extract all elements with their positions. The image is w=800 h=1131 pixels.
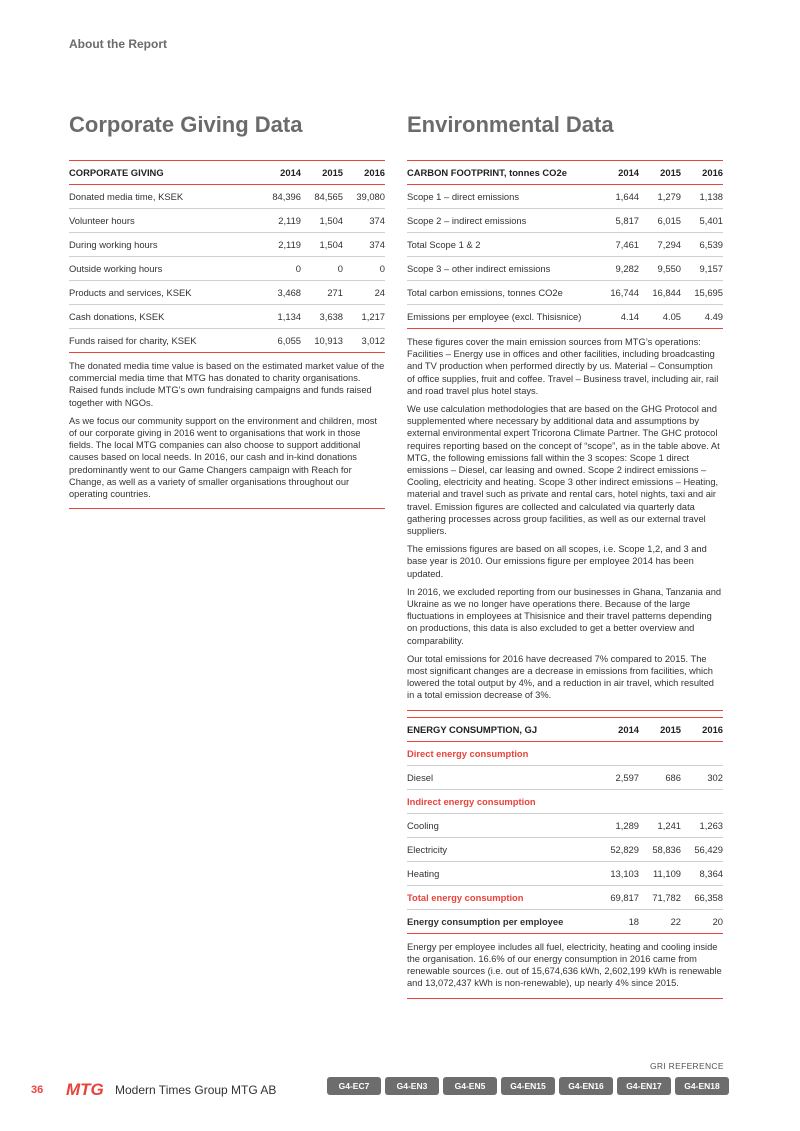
cell: 5,817: [593, 209, 639, 233]
cell: 20: [681, 909, 723, 933]
gri-badge: G4-EN5: [443, 1077, 497, 1095]
row-label: Cash donations, KSEK: [69, 305, 255, 329]
cell: 1,138: [681, 185, 723, 209]
cell: 22: [639, 909, 681, 933]
gri-badge: G4-EC7: [327, 1077, 381, 1095]
cell: 6,015: [639, 209, 681, 233]
table-row: [69, 209, 385, 233]
cell: 15,695: [681, 281, 723, 305]
cell: 71,782: [639, 885, 681, 909]
gri-badge: G4-EN15: [501, 1077, 555, 1095]
subheading-direct-energy: Direct energy consumption: [407, 741, 723, 765]
environment-notes: [407, 336, 723, 711]
table-row: [407, 233, 723, 257]
row-label: Products and services, KSEK: [69, 281, 255, 305]
row-label: Volunteer hours: [69, 209, 255, 233]
table-row: [69, 329, 385, 353]
cell: 4.05: [639, 305, 681, 329]
cell: 5,401: [681, 209, 723, 233]
cell: 2,597: [593, 765, 639, 789]
corporate-notes: [69, 360, 385, 509]
table-row: [69, 305, 385, 329]
cell: 69,817: [593, 885, 639, 909]
body-paragraph: Energy per employee includes all fuel, electricity, heating and cooling inside the organisation. 16.6% of our energy consumption in 2016 came from renewable sources (i.e. out of 15,674,636 kWh, 2,602,199 kWh is renewable and 13,072,437 kWh is non-renewable), up nearly 4% since 2015.: [407, 941, 722, 989]
table-row: [69, 233, 385, 257]
column-header: 2015: [639, 161, 681, 185]
cell: 7,294: [639, 233, 681, 257]
gri-badges: [327, 1077, 729, 1095]
cell: 1,504: [301, 209, 343, 233]
cell: 302: [681, 765, 723, 789]
body-paragraph: The emissions figures are based on all scopes, i.e. Scope 1,2, and 3 and base year is 2010. Our emissions figure per employee 2014 has been updated.: [407, 544, 707, 579]
row-label: Emissions per employee (excl. Thisisnice): [407, 305, 593, 329]
column-header: 2015: [639, 717, 681, 741]
cell: 6,055: [255, 329, 301, 353]
table-row: [407, 257, 723, 281]
cell: 16,844: [639, 281, 681, 305]
cell: 1,241: [639, 813, 681, 837]
column-header: CORPORATE GIVING: [69, 161, 255, 185]
body-paragraph: These figures cover the main emission sources from MTG’s operations: Facilities – Energy use in offices and other facilities, including broadcasting and TV production when performed directly by us. Material – Consumption of office supplies, fruit and coffee. Travel – Business travel, including air, rail and road travel plus hotel stays.: [407, 337, 719, 396]
cell: 1,263: [681, 813, 723, 837]
cell: 58,836: [639, 837, 681, 861]
cell: 2,119: [255, 209, 301, 233]
row-label: Scope 3 – other indirect emissions: [407, 257, 593, 281]
column-header: 2014: [593, 161, 639, 185]
row-label: Funds raised for charity, KSEK: [69, 329, 255, 353]
row-label: Total energy consumption: [407, 885, 593, 909]
carbon-footprint-table: [407, 160, 723, 329]
cell: 11,109: [639, 861, 681, 885]
gri-badge: G4-EN3: [385, 1077, 439, 1095]
cell: 4.14: [593, 305, 639, 329]
cell: 56,429: [681, 837, 723, 861]
cell: 686: [639, 765, 681, 789]
table-subheading-row: [407, 741, 723, 765]
cell: 1,279: [639, 185, 681, 209]
cell: 3,468: [255, 281, 301, 305]
table-row: [407, 209, 723, 233]
row-label: Donated media time, KSEK: [69, 185, 255, 209]
table-header-row: [407, 161, 723, 185]
row-label: Heating: [407, 861, 593, 885]
table-row: [69, 185, 385, 209]
cell: 374: [343, 233, 385, 257]
column-header: 2016: [343, 161, 385, 185]
cell: 4.49: [681, 305, 723, 329]
table-row: [407, 305, 723, 329]
subheading-indirect-energy: Indirect energy consumption: [407, 789, 723, 813]
cell: 16,744: [593, 281, 639, 305]
cell: 9,282: [593, 257, 639, 281]
table-row: [407, 837, 723, 861]
cell: 1,289: [593, 813, 639, 837]
section-title-corporate: Corporate Giving Data: [69, 112, 303, 137]
table-row: [407, 909, 723, 933]
row-label: Scope 2 – indirect emissions: [407, 209, 593, 233]
cell: 6,539: [681, 233, 723, 257]
energy-consumption-table: [407, 717, 723, 934]
gri-badge: G4-EN17: [617, 1077, 671, 1095]
gri-reference-label: GRI REFERENCE: [650, 1061, 724, 1071]
row-label: During working hours: [69, 233, 255, 257]
cell: 1,504: [301, 233, 343, 257]
cell: 2,119: [255, 233, 301, 257]
column-header: ENERGY CONSUMPTION, GJ: [407, 717, 593, 741]
cell: 0: [255, 257, 301, 281]
table-row: [407, 813, 723, 837]
cell: 18: [593, 909, 639, 933]
gri-badge: G4-EN16: [559, 1077, 613, 1095]
body-paragraph: In 2016, we excluded reporting from our businesses in Ghana, Tanzania and Ukraine as we no longer have operations there. Because of the large fluctuations in employees at Thisisnice and their travel patterns depending on productions, this data is also excluded to get a better overview and comparability.: [407, 586, 722, 646]
column-header: 2016: [681, 717, 723, 741]
body-paragraph: The donated media time value is based on the estimated market value of the commercial media time that MTG has donated to charity organisations. Raised funds include MTG’s own fundraising campaigns and funds raised together with NGOs.: [69, 361, 385, 408]
running-head: About the Report: [69, 37, 167, 51]
table-row: [407, 765, 723, 789]
cell: 10,913: [301, 329, 343, 353]
row-label: Total Scope 1 & 2: [407, 233, 593, 257]
cell: 8,364: [681, 861, 723, 885]
column-header: 2016: [681, 161, 723, 185]
cell: 3,638: [301, 305, 343, 329]
energy-notes: [407, 941, 723, 999]
column-header: 2014: [593, 717, 639, 741]
table-row: [407, 185, 723, 209]
column-header: 2015: [301, 161, 343, 185]
cell: 52,829: [593, 837, 639, 861]
row-label: Energy consumption per employee: [407, 909, 593, 933]
corporate-giving-section: [69, 112, 385, 509]
page-number: 36: [31, 1084, 44, 1096]
cell: 84,396: [255, 185, 301, 209]
cell: 1,644: [593, 185, 639, 209]
body-paragraph: Our total emissions for 2016 have decreased 7% compared to 2015. The most significant changes are a decrease in emissions from facilities, which lowered the total output by 4%, and a reduction in air travel, which resulted in a total emission decrease of 3%.: [407, 653, 714, 701]
cell: 1,217: [343, 305, 385, 329]
table-subheading-row: [407, 789, 723, 813]
logo-text: MTG: [66, 1080, 104, 1099]
cell: 84,565: [301, 185, 343, 209]
body-paragraph: As we focus our community support on the environment and children, most of our corporate giving in 2016 went to organisations that work in those fields. The local MTG companies can also choose to support additional causes based on local needs. In 2016, our cash and in-kind donations predominantly went to our Game Changers campaign with Reach for Change, as well as a variety of smaller organisations throughout our operating countries.: [69, 415, 377, 500]
table-header-row: [69, 161, 385, 185]
row-label: Outside working hours: [69, 257, 255, 281]
company-name: Modern Times Group MTG AB: [115, 1083, 277, 1097]
column-header: CARBON FOOTPRINT, tonnes CO2e: [407, 161, 593, 185]
table-row: [69, 257, 385, 281]
mtg-logo: [66, 1079, 106, 1099]
row-label: Scope 1 – direct emissions: [407, 185, 593, 209]
row-label: Diesel: [407, 765, 593, 789]
corporate-giving-table: [69, 160, 385, 353]
body-paragraph: We use calculation methodologies that are based on the GHG Protocol and supplemented where necessary by additional data and assumptions by external environmental expert Tricorona Climate Partner. The GHC protocol requires reporting based on the concept of “scope”, as in the table above. At MTG, the following emissions fall within the 3 scopes: Scope 1 direct emissions – Diesel, car leasing and owned. Scope 2 indirect emissions – Cooling, electricity and heating. Scope 3 other indirect emissions – Heating, material and travel such as private and rental cars, hotel nights, taxi and air travel. Emission figures are collected and calculated via quarterly data gathering processes across group facilities, as well as our external travel suppliers.: [407, 404, 720, 537]
cell: 66,358: [681, 885, 723, 909]
cell: 13,103: [593, 861, 639, 885]
cell: 9,157: [681, 257, 723, 281]
cell: 1,134: [255, 305, 301, 329]
cell: 0: [343, 257, 385, 281]
row-label: Electricity: [407, 837, 593, 861]
gri-badge: G4-EN18: [675, 1077, 729, 1095]
section-title-environmental: Environmental Data: [407, 112, 614, 137]
cell: 39,080: [343, 185, 385, 209]
table-row: [69, 281, 385, 305]
row-label: Total carbon emissions, tonnes CO2e: [407, 281, 593, 305]
cell: 374: [343, 209, 385, 233]
cell: 7,461: [593, 233, 639, 257]
cell: 3,012: [343, 329, 385, 353]
row-label: Cooling: [407, 813, 593, 837]
table-header-row: [407, 717, 723, 741]
table-row: [407, 861, 723, 885]
cell: 0: [301, 257, 343, 281]
cell: 271: [301, 281, 343, 305]
table-total-row: [407, 885, 723, 909]
table-row: [407, 281, 723, 305]
cell: 24: [343, 281, 385, 305]
environmental-section: [407, 112, 723, 999]
column-header: 2014: [255, 161, 301, 185]
cell: 9,550: [639, 257, 681, 281]
